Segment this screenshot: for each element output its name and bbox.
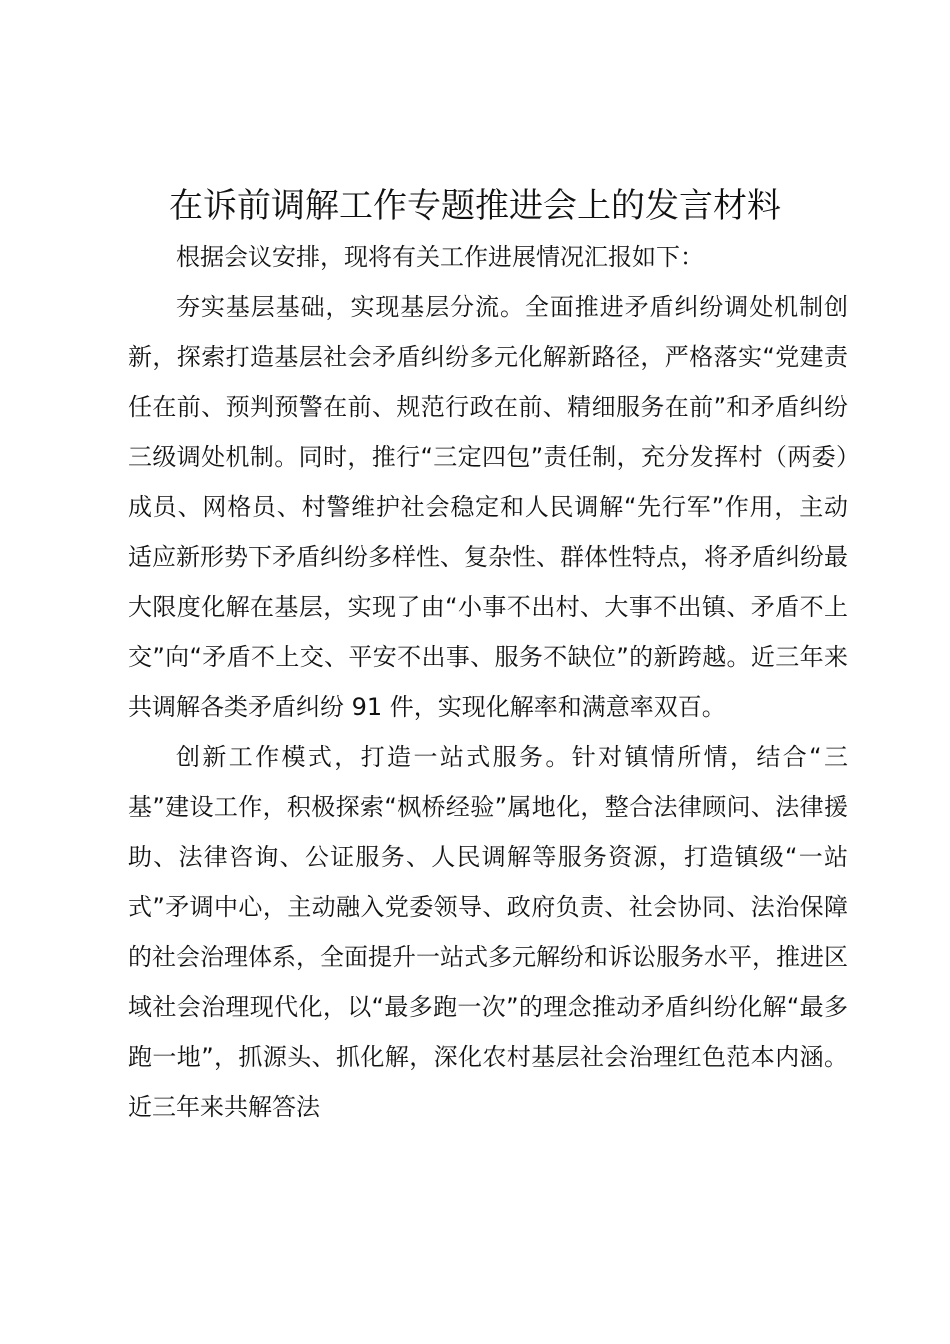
paragraph-intro: 根据会议安排，现将有关工作进展情况汇报如下： <box>176 243 704 271</box>
document-title: 在诉前调解工作专题推进会上的发言材料 <box>169 186 781 226</box>
paragraph-one-stop-service: 创新工作模式，打造一站式服务。针对镇情所情，结合“三基”建设工作，积极探索“枫桥经验”属地化，整合法律顾问、法律援助、法律咨询、公证服务、人民调解等服务资源，打造镇级“一站式”矛调中心，主动融入党委领导、政府负责、社会协同、法治保障的社会治理体系，全面提升一站式多元解纷和诉讼服务水平，推进区域社会治理现代化，以“最多跑一次”的理念推动矛盾纠纷化解“最多跑一地”，抓源头、抓化解，深化农村基层社会治理红色范本内涵。近三年来共解答法 <box>128 743 848 1121</box>
document-body <box>128 232 848 1132</box>
paragraph-grassroots: 夯实基层基础，实现基层分流。全面推进矛盾纠纷调处机制创新，探索打造基层社会矛盾纠纷多元化解新路径，严格落实“党建责任在前、预判预警在前、规范行政在前、精细服务在前”和矛盾纠纷三级调处机制。同时，推行“三定四包”责任制，充分发挥村（两委）成员、网格员、村警维护社会稳定和人民调解“先行军”作用，主动适应新形势下矛盾纠纷多样性、复杂性、群体性特点，将矛盾纠纷最大限度化解在基层，实现了由“小事不出村、大事不出镇、矛盾不上交”向“矛盾不上交、平安不出事、服务不缺位”的新跨越。近三年来共调解各类矛盾纠纷 91 件，实现化解率和满意率双百。 <box>128 293 848 721</box>
